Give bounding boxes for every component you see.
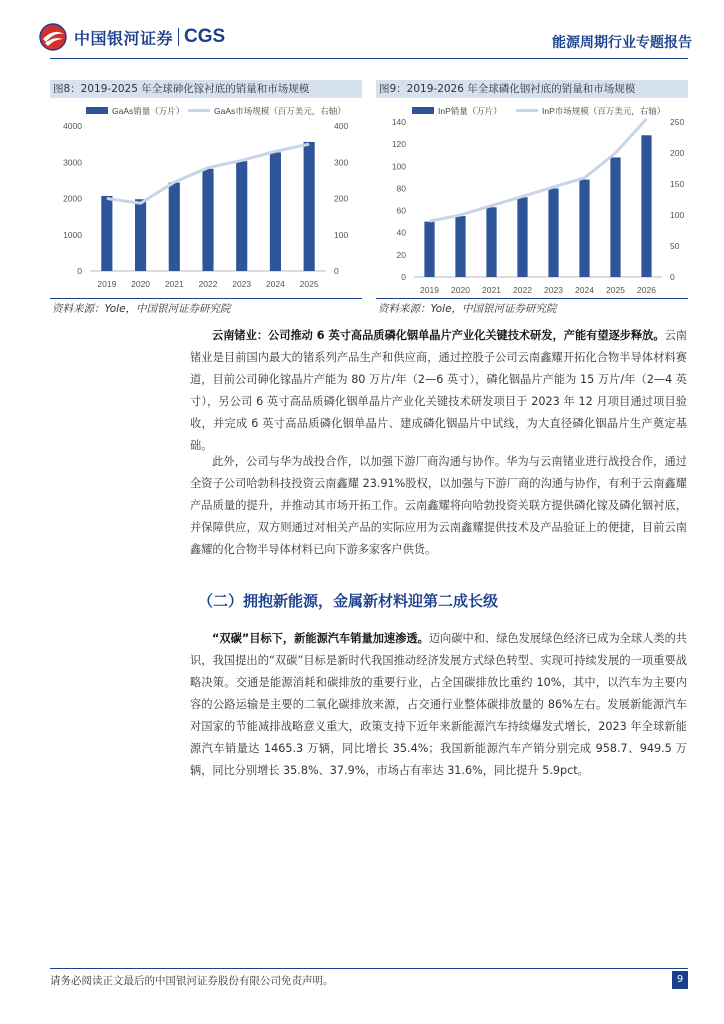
fig8-bar-2024: [270, 152, 281, 271]
fig9-x-label-2025: 2025: [606, 285, 625, 295]
fig8-legend-bar-label: GaAs销量（万片）: [112, 106, 185, 116]
paragraph-yunnan-germanium: [190, 325, 687, 457]
fig9-legend-line-label: InP市场规模（百万美元，右轴）: [542, 106, 666, 116]
fig9-x-label-2020: 2020: [451, 285, 470, 295]
paragraph3-body: 迈向碳中和、绿色发展绿色经济已成为全球人类的共识，我国提出的“双碳”目标是新时代我国推动经济发展方式绿色转型、实现可持续发展的一项重要战略决策。交通是能源消耗和碳排放的重要行业，占全国碳排放比重约 10%，其中，以汽车为主要内容的公路运输是主要的二氧化碳排放来源，占交通行业整体碳排放量的 86%左右。发展新能源汽车对国家的节能减排战略意义重大，政策支持下近年来新能源汽车持续爆发式增长，2023 年全球新能源汽车销量达 1465.3 万辆，同比增长 35.4%；我国新能源汽车产销分别完成 958.7、949.5 万辆，同比分别增长 35.8%、37.9%，市场占有率达 31.6%，同比提升 5.9pct。: [190, 632, 687, 777]
logo-divider: [178, 28, 179, 46]
logo-english-name: CGS: [184, 26, 226, 47]
fig8-x-label-2025: 2025: [299, 279, 319, 289]
fig8-yright-tick-0: 0: [334, 266, 339, 276]
paragraph2-body: 此外，公司与华为战投合作，以加强下游厂商沟通与协作。华为与云南锗业进行战投合作，通过全资子公司哈勃科技投资云南鑫耀 23.91%股权，以加强与下游厂商的沟通与协作，有利于云南鑫耀产品质量的提升，并推动其市场开拓工作。云南鑫耀将向哈勃投资关联方提供磷化镓及磷化铟衬底，并保障供应，双方则通过对相关产品的实际应用为云南鑫耀提供技术及产品验证上的便捷，目前云南鑫耀的化合物半导体材料已向下游多家客户供货。: [190, 455, 687, 556]
fig9-yright-tick-3: 150: [670, 179, 685, 189]
fig8-x-label-2019: 2019: [97, 279, 117, 289]
fig9-bar-2026: [641, 135, 651, 277]
fig9-bar-2022: [517, 197, 527, 277]
fig9-yleft-tick-0: 0: [401, 272, 406, 282]
fig9-bar-2025: [610, 157, 620, 277]
figure9-title: 图9：2019-2026 年全球磷化铟衬底的销量和市场规模: [376, 80, 688, 98]
paragraph-dual-carbon: [190, 628, 687, 782]
fig9-yleft-tick-5: 100: [391, 161, 406, 172]
fig8-bar-2019: [101, 196, 112, 271]
fig9-yright-tick-4: 200: [670, 148, 685, 158]
footer-disclaimer: 请务必阅读正文最后的中国银河证券股份有限公司免责声明。: [50, 975, 334, 987]
header-divider: [50, 58, 688, 59]
fig9-yleft-tick-4: 80: [396, 183, 406, 194]
logo-chinese-name: 中国银河证券: [74, 28, 174, 48]
section-title: （二）拥抱新能源，金属新材料迎第二成长级: [198, 592, 499, 610]
page-header: [0, 0, 724, 62]
figure9-chart: [376, 100, 688, 298]
fig9-yleft-tick-1: 20: [396, 249, 406, 260]
fig8-yleft-tick-4: 4000: [63, 121, 82, 131]
fig8-yleft-tick-0: 0: [77, 266, 82, 276]
figure8-source: 资料来源：Yole，中国银河证券研究院: [52, 303, 231, 315]
fig8-legend-line-label: GaAs市场规模（百万美元，右轴）: [214, 106, 346, 116]
fig8-bar-2023: [236, 161, 247, 271]
fig9-yleft-tick-6: 120: [391, 139, 406, 150]
company-logo: [38, 22, 225, 52]
fig9-yright-tick-2: 100: [670, 210, 685, 220]
fig9-x-label-2021: 2021: [482, 285, 501, 295]
fig8-x-label-2022: 2022: [198, 279, 218, 289]
fig8-yright-tick-1: 100: [334, 229, 349, 240]
fig9-x-label-2023: 2023: [544, 285, 563, 295]
fig9-bar-2024: [579, 180, 589, 277]
fig8-x-label-2021: 2021: [164, 279, 184, 289]
fig8-yright-tick-2: 200: [334, 193, 349, 204]
fig9-legend-bar-label: InP销量（万片）: [438, 106, 502, 116]
fig9-yleft-tick-7: 140: [391, 117, 406, 127]
fig8-bar-2025: [304, 142, 315, 271]
fig8-yleft-tick-2: 2000: [63, 193, 82, 204]
fig9-x-label-2019: 2019: [420, 285, 439, 295]
fig8-legend-bar-swatch: [86, 107, 108, 114]
fig9-bar-2020: [455, 216, 465, 277]
fig8-x-label-2024: 2024: [265, 279, 285, 289]
fig8-yright-tick-3: 300: [334, 157, 349, 168]
cgs-logo-icon: [38, 22, 68, 52]
fig8-yright-tick-4: 400: [334, 121, 349, 131]
fig9-yright-tick-0: 0: [670, 272, 675, 282]
paragraph1-lead: 云南锗业：公司推动 6 英寸高品质磷化铟单晶片产业化关键技术研发，产能有望逐步释放。: [212, 329, 665, 342]
fig8-yleft-tick-3: 3000: [63, 157, 82, 168]
figure9-bottom-rule: [376, 298, 688, 299]
figure8-chart: [50, 100, 362, 298]
footer-divider: [50, 968, 688, 969]
figure8-bottom-rule: [50, 298, 362, 299]
figure8-title: 图8：2019-2025 年全球砷化镓衬底的销量和市场规模: [50, 80, 362, 98]
fig8-x-label-2023: 2023: [232, 279, 252, 289]
paragraph3-lead: “双碳”目标下，新能源汽车销量加速渗透。: [212, 632, 429, 645]
fig8-bar-2021: [169, 183, 180, 271]
fig9-yleft-tick-2: 40: [396, 227, 406, 238]
page-number: 9: [672, 971, 688, 989]
fig9-bar-2019: [424, 222, 434, 277]
paragraph1-body: 云南锗业是目前国内最大的锗系列产品生产和供应商，通过控股子公司云南鑫耀开拓化合物半导体材料赛道，目前公司砷化镓晶片产能为 80 万片/年（2—6 英寸），磷化铟晶片产能为 15 万片/年（2—4 英寸），另公司 6 英寸高品质磷化铟单晶片产业化关键技术研发项目于 2023 年 12 月项目通过项目验收，并完成 6 英寸高品质磷化铟单晶片、建成磷化铟晶片中试线，为大直径磷化铟晶片生产奠定基础。: [190, 329, 687, 452]
paragraph-huawei-cooperation: [190, 451, 687, 561]
fig9-bar-2021: [486, 207, 496, 277]
fig9-x-label-2026: 2026: [637, 285, 656, 295]
fig9-legend-bar-swatch: [412, 107, 434, 114]
fig9-bar-2023: [548, 188, 558, 277]
fig8-yleft-tick-1: 1000: [63, 229, 82, 240]
figure9-source: 资料来源：Yole，中国银河证券研究院: [378, 303, 557, 315]
fig9-x-label-2022: 2022: [513, 285, 532, 295]
fig8-bar-2022: [202, 169, 213, 271]
report-type-label: 能源周期行业专题报告: [552, 35, 692, 51]
fig9-yright-tick-5: 250: [670, 117, 685, 127]
fig8-bar-2020: [135, 199, 146, 271]
fig8-x-label-2020: 2020: [131, 279, 151, 289]
fig9-yright-tick-1: 50: [670, 241, 680, 251]
fig9-yleft-tick-3: 60: [396, 205, 406, 216]
fig9-x-label-2024: 2024: [575, 285, 594, 295]
